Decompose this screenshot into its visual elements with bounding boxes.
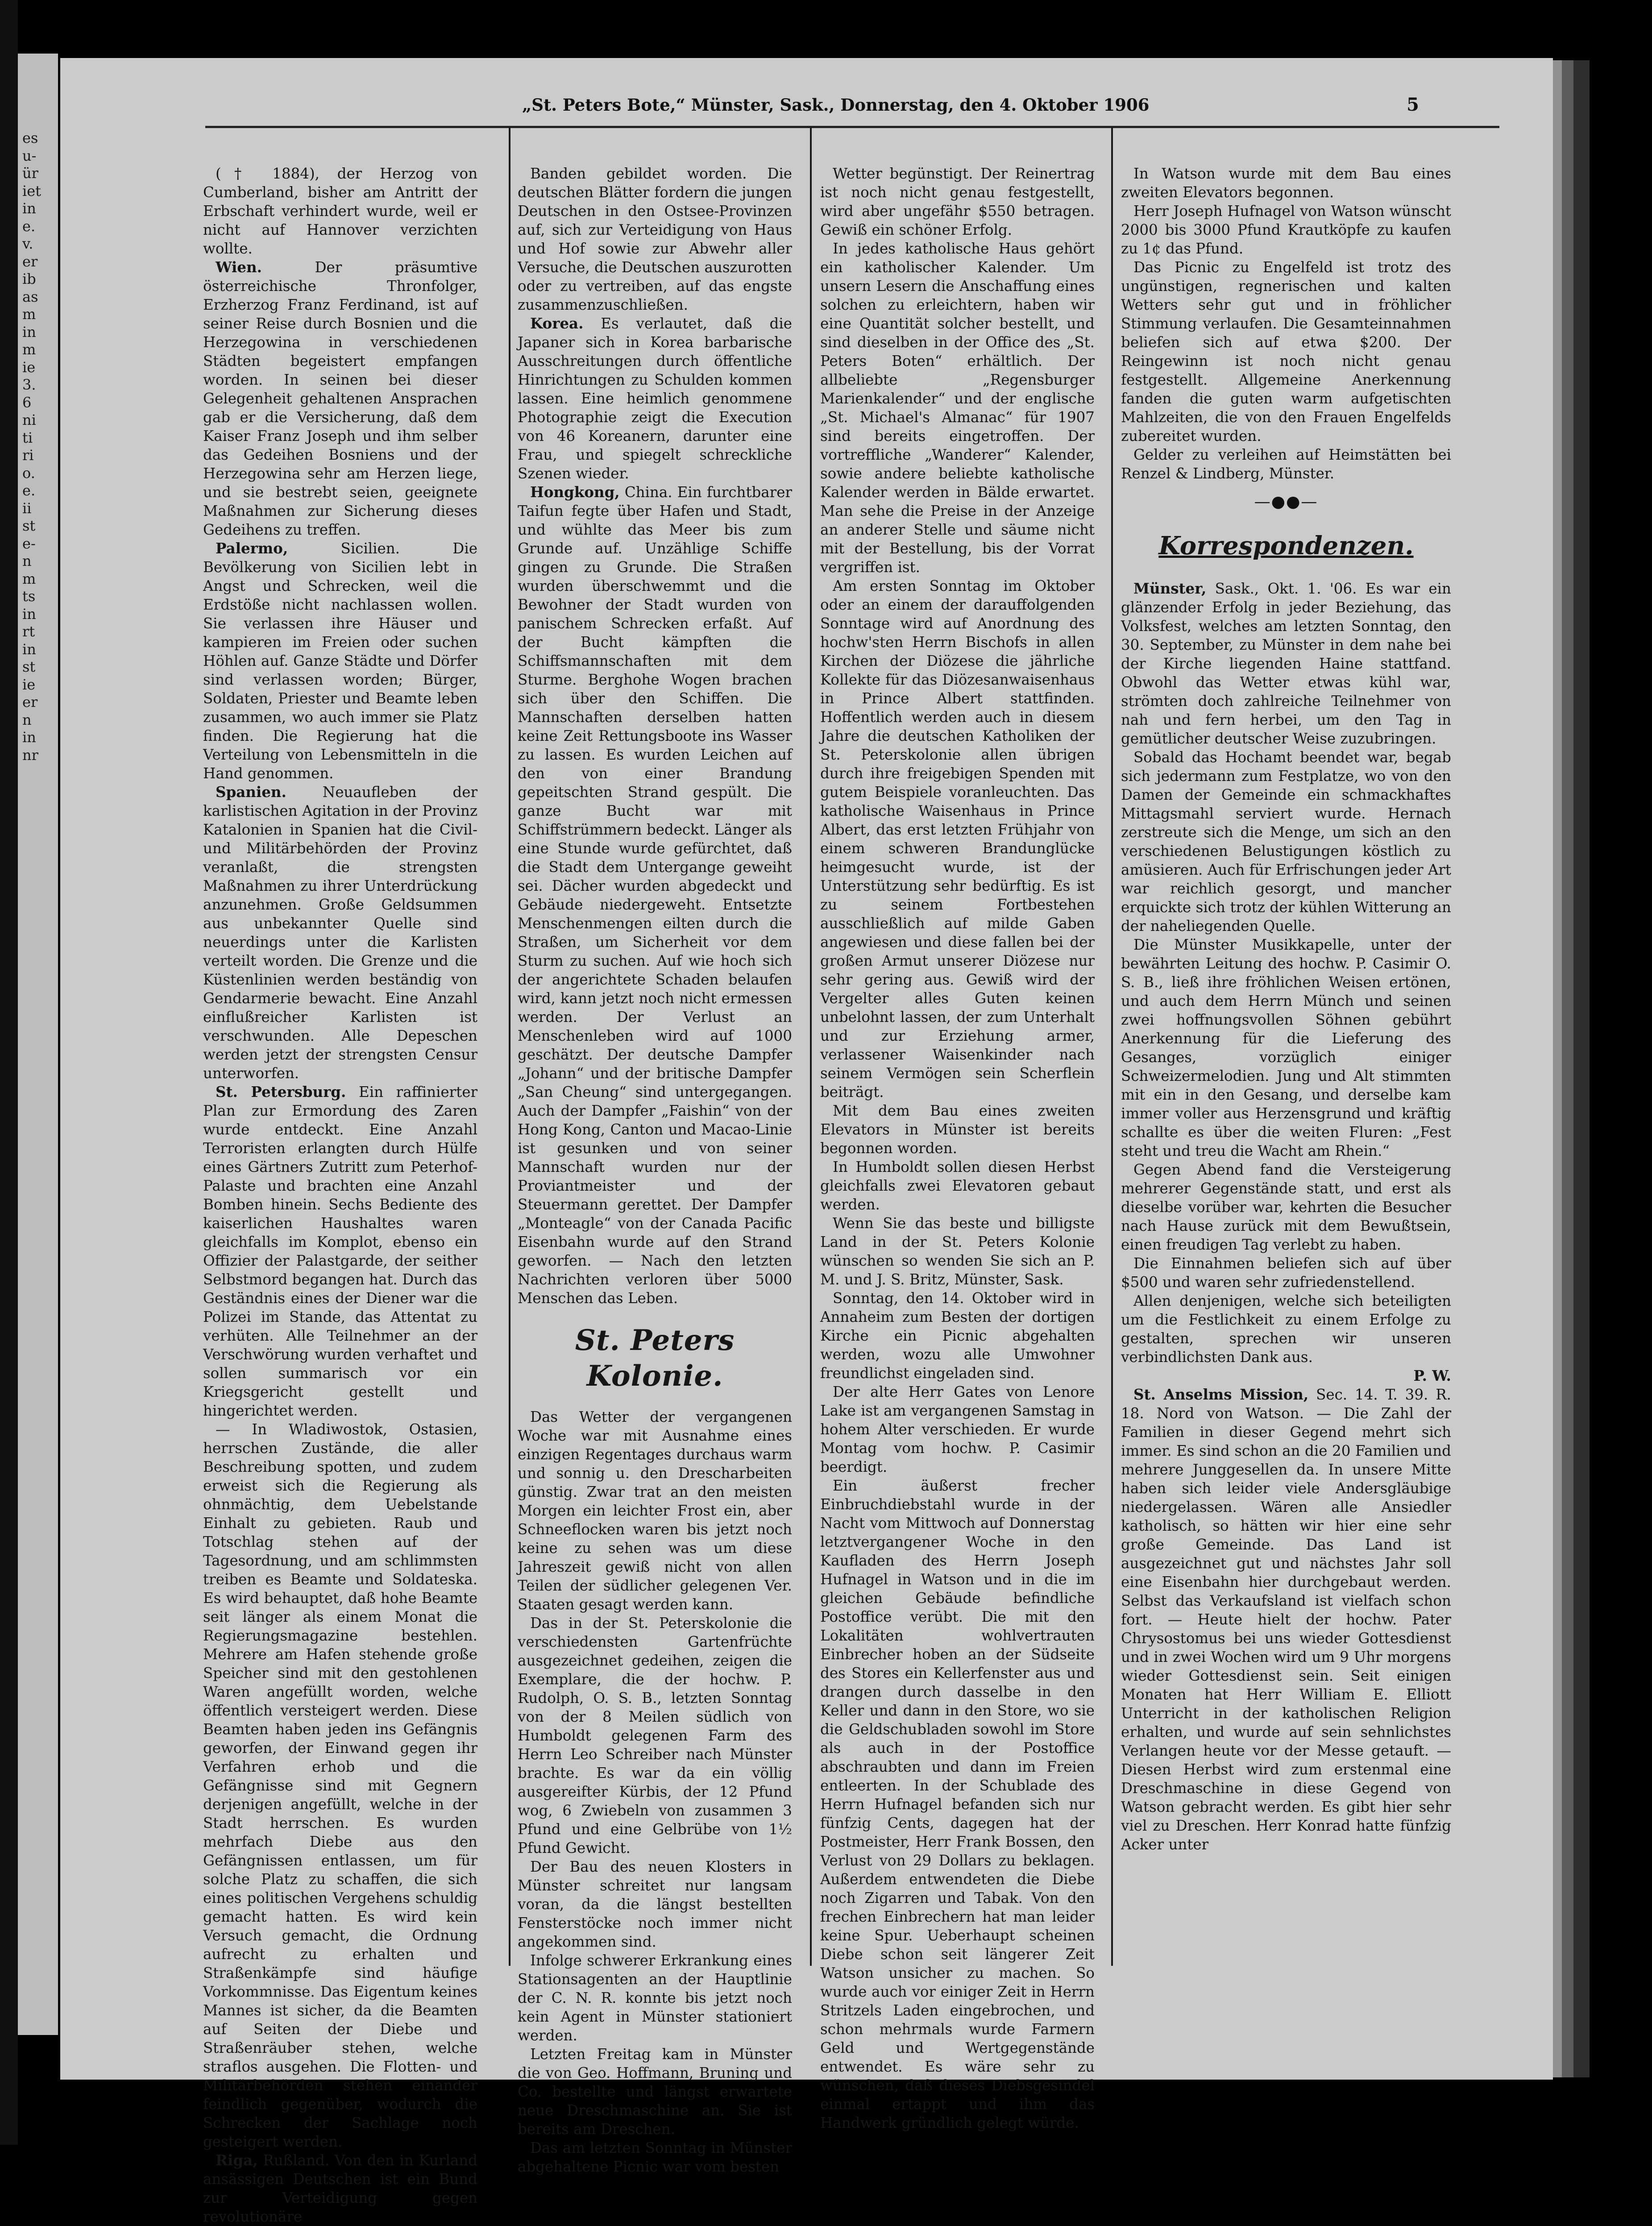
paragraph: [203, 164, 477, 258]
paragraph-text: Das Wetter der vergangenen Woche war mit Ausnahme eines einzigen Regentages durchaus warm und sonnig u. den Drescharbeiten günstig. Zwar trat an den meisten Morgen ein leichter Frost ein, aber Schneeflocken waren bis jetzt noch keine zu sehen was um diese Jahreszeit gewiß nicht von allen Teilen der südlicher gelegenen Ver. Staaten gesagt werden kann.: [518, 1408, 792, 1613]
previous-page-text-fragment: es: [22, 129, 38, 146]
paragraph-text: Der alte Herr Gates von Lenore Lake ist am vergangenen Samstag in hohem Alter verschieden. Er wurde Montag vom hochw. P. Casimir beerdigt.: [820, 1383, 1095, 1475]
previous-page-text-fragment: iet: [22, 182, 42, 199]
paragraph: [1121, 748, 1451, 935]
dateline: St. Anselms Mission,: [1133, 1386, 1309, 1403]
paragraph-text: Ein äußerst frecher Einbruchdiebstahl wurde in der Nacht vom Mittwoch auf Donnerstag letztvergangener Woche in den Kaufladen des Herrn Joseph Hufnagel in Watson und in die im gleichen Gebäude befindliche Postoffice verübt. Die mit den Lokalitäten wohlvertrauten Einbrecher hoben an der Südseite des Stores ein Kellerfenster aus und drangen durch dasselbe in den Keller und dann in den Store, wo sie die Geldschubladen sowohl im Store als auch in der Postoffice abschraubten und dann im Freien entleerten. In der Schublade des Herrn Hufnagel befanden sich nur fünfzig Cents, dagegen hat der Postmeister, Herr Frank Bossen, den Verlust von 29 Dollars zu beklagen. Außerdem entwendeten die Diebe noch Zigarren und Tabak. Von den frechen Einbrechern hat man leider keine Spur. Ueberhaupt scheinen Diebe schon seit längerer Zeit Watson unsicher zu machen. So wurde auch vor einiger Zeit in Herrn Stritzels Laden eingebrochen, und schon mehrmals wurde Farmern Geld und Wertgegenstände entwendet. Es wäre sehr zu wünschen, daß dieses Diebsgesindel einmal ertappt und ihm das Handwerk gründlich gelegt würde.: [820, 1477, 1095, 2131]
previous-page-text-fragment: in: [22, 729, 36, 746]
paragraph: [820, 1101, 1095, 1158]
page-number: 5: [1407, 94, 1419, 115]
paragraph-text: Sicilien. Die Bevölkerung von Sicilien lebt in Angst und Schrecken, weil die Erdstöße nicht nachlassen wollen. Sie verlassen ihre Häuser und kampieren im Freien oder suchen Höhlen auf. Ganze Städte und Dörfer sind verlassen worden; Bürger, Soldaten, Priester und Beamte leben zusammen, wo auch immer sie Platz finden. Die Regierung hat die Verteilung von Lebensmitteln in die Hand genommen.: [203, 540, 477, 782]
column-3: [820, 164, 1095, 2131]
dateline: Wien.: [216, 258, 262, 276]
previous-page-text-fragment: as: [22, 288, 38, 305]
previous-page-text-fragment: m: [22, 341, 36, 358]
paragraph: [518, 1614, 792, 1857]
previous-page-text-fragment: er: [22, 694, 38, 710]
paragraph: [820, 1289, 1095, 1383]
previous-page-text-fragment: st: [22, 658, 36, 675]
paragraph: [820, 239, 1095, 577]
column-2: [518, 164, 792, 2175]
previous-page-text-fragment: in: [22, 605, 36, 623]
book-binding: [0, 0, 18, 2145]
previous-page-text-fragment: m: [22, 570, 36, 587]
previous-page-text-fragment: ie: [22, 358, 36, 376]
previous-page-text-fragment: v.: [22, 235, 33, 252]
previous-page-text-fragment: n: [22, 711, 32, 728]
paragraph: [203, 258, 477, 539]
paragraph-text: Letzten Freitag kam in Münster die von Geo. Hoffmann, Bruning und Co. bestellte und längst erwartete neue Dreschmaschine an. Sie ist bereits am Dreschen.: [518, 2046, 792, 2138]
ornament-divider: —●●—: [1254, 493, 1318, 511]
previous-page-text-fragment: nr: [22, 746, 38, 764]
previous-page-text-fragment: rt: [22, 623, 35, 640]
paragraph-text: Sobald das Hochamt beendet war, begab sich jedermann zum Festplatze, wo von den Damen der Gemeinde ein schmackhaftes Mittagsmahl serviert wurde. Hernach zerstreute sich die Menge, um sich an den verschiedenen Belustigungen köstlich zu amüsieren. Auch für Erfrischungen jeder Art war reichlich gesorgt, und mancher erquickte sich trotz der kühlen Witterung an der naheliegenden Quelle.: [1121, 749, 1451, 934]
dateline: Münster,: [1133, 580, 1207, 597]
paragraph-text: In Humboldt sollen diesen Herbst gleichfalls zwei Elevatoren gebaut werden.: [820, 1159, 1095, 1213]
page-edge: [1553, 60, 1562, 2077]
paragraph: [820, 1383, 1095, 1476]
paragraph-text: Ein raffinierter Plan zur Ermordung des Zaren wurde entdeckt. Eine Anzahl Terroristen erlangten durch Hülfe eines Gärtners Zutritt zum Peterhof-Palaste und brachten eine Anzahl Bomben hinein. Sechs Bediente des kaiserlichen Haushaltes waren gleichfalls im Komplot, ebenso ein Offizier der Palastgarde, der seither Selbstmord begangen hat. Durch das Geständnis eines der Diener war die Polizei im Stande, das Attentat zu verhüten. Alle Teilnehmer an der Verschwörung wurden verhaftet und sollen summarisch vor ein Kriegsgericht gestellt und hingerichtet werden.: [203, 1084, 477, 1419]
paragraph-text: Mit dem Bau eines zweiten Elevators in Münster ist bereits begonnen worden.: [820, 1102, 1095, 1157]
paragraph-text: Infolge schwerer Erkrankung eines Stationsagenten an der Hauptlinie der C. N. R. konnte bis jetzt noch kein Agent in Münster stationiert werden.: [518, 1952, 792, 2044]
paragraph: [1121, 1160, 1451, 1254]
header-rule: [205, 126, 1499, 128]
column-1: [203, 164, 477, 2225]
page-edge: [1573, 60, 1590, 2077]
previous-page-text-fragment: ii: [22, 499, 32, 517]
dateline: Palermo,: [216, 540, 288, 557]
dateline: Riga,: [216, 2151, 258, 2169]
paragraph-text: Der Bau des neuen Klosters in Münster schreitet nur langsam voran, da die längst bestellten Fensterstöcke noch immer nicht angekommen sind.: [518, 1858, 792, 1950]
column-rule: [509, 127, 511, 1966]
paragraph: [203, 1083, 477, 1420]
paragraph-text: Der präsumtive österreichische Thronfolger, Erzherzog Franz Ferdinand, ist auf seiner Reise durch Bosnien und die Herzegowina in verschiedenen Städten begeistert empfangen worden. In seinen bei dieser Gelegenheit gehaltenen Ansprachen gab er die Versicherung, daß dem Kaiser Franz Joseph und ihm selber das Gedeihen Bosniens und der Herzegowina sehr am Herzen liege, und sie bestrebt seien, geeignete Maßnahmen zur Sicherung dieses Gedeihens zu treffen.: [203, 259, 477, 538]
paragraph-text: Das in der St. Peterskolonie die verschiedensten Gartenfrüchte ausgezeichnet gedeihen, zeigen die Exemplare, die der hochw. P. Rudolph, O. S. B., letzten Sonntag von der 8 Meilen südlich von Humboldt gelegenen Farm des Herrn Leo Schreiber nach Münster brachte. Es war da ein völlig ausgereifter Kürbis, der 12 Pfund wog, 6 Zwiebeln von zusammen 3 Pfund und eine Gelbrübe von 1½ Pfund Gewicht.: [518, 1615, 792, 1856]
paragraph: [518, 1408, 792, 1614]
paragraph: [518, 1951, 792, 2045]
paragraph-text: In Watson wurde mit dem Bau eines zweiten Elevators begonnen.: [1121, 165, 1451, 201]
paragraph: [203, 1420, 477, 2151]
previous-page-text-fragment: in: [22, 323, 36, 341]
paragraph-text: Am ersten Sonntag im Oktober oder an einem der darauffolgenden Sonntage wird auf Anordnung des hochw'sten Herrn Bischofs in allen Kirchen der Diözese die jährliche Kollekte für das Diözesanwaisenhaus in Prince Albert stattfinden. Hoffentlich werden auch in diesem Jahre die deutschen Katholiken der St. Peterskolonie allen übrigen durch ihre freigebigen Spenden mit gutem Beispiele voranleuchten. Das katholische Waisenhaus in Prince Albert, das erst letzten Frühjahr von einem schweren Brandunglücke heimgesucht wurde, ist der Unterstützung sehr bedürftig. Es ist zu seinem Fortbestehen ausschließlich auf milde Gaben angewiesen und diese fallen bei der großen Armut unserer Diözese nur sehr gering aus. Gewiß wird der Vergelter alles Guten keinen unbelohnt lassen, der zum Unterhalt und zur Erziehung armer, verlassener Waisenkinder nach seinem Vermögen sein Scherflein beiträgt.: [820, 577, 1095, 1101]
paragraph: [820, 1158, 1095, 1214]
page-edge: [1562, 60, 1573, 2077]
section-heading-st-peters-kolonie: St. Peters Kolonie.: [575, 1324, 735, 1393]
paragraph: [820, 577, 1095, 1101]
previous-page-text-fragment: ür: [22, 165, 38, 182]
previous-page-text-fragment: st: [22, 517, 36, 534]
paragraph-text: Rußland. Von den in Kurland ansässigen Deutschen ist ein Bund zur Verteidigung gegen revolutionäre: [203, 2152, 477, 2225]
previous-page-text-fragment: o.: [22, 464, 35, 482]
paragraph-text: Sec. 14. T. 39. R. 18. Nord von Watson. — Die Zahl der Familien in dieser Gegend mehrt sich immer. Es sind schon an die 20 Familien und mehrere Junggesellen da. In unsere Mitte haben sich leider viele Andersgläubige niedergelassen. Wären alle Ansiedler katholisch, so hätten wir hier eine sehr große Gemeinde. Das Land ist ausgezeichnet gut und nächstes Jahr soll eine Eisenbahn hier durchgebaut werden. Selbst das Verkaufsland ist vielfach schon fort. — Heute hielt der hochw. Pater Chrysostomus bei uns wieder Gottesdienst und in zwei Wochen wird um 9 Uhr morgens wieder Gottesdienst sein. Seit einigen Monaten hat Herr William E. Elliott Unterricht in der katholischen Religion erhalten, und wurde auf sein sehnlichstes Verlangen heute vor der Messe getauft. — Diesen Herbst wird zum erstenmal eine Dreschmaschine in diese Gegend von Watson gebracht werden. Es gibt hier sehr viel zu Dreschen. Herr Konrad hatte fünfzig Acker unter: [1121, 1386, 1451, 1853]
paragraph: [1121, 164, 1451, 202]
paragraph-text: Das Picnic zu Engelfeld ist trotz des ungünstigen, regnerischen und kalten Wetters sehr gut und in fröhlicher Stimmung verlaufen. Die Gesamteinnahmen beliefen sich auf etwa $200. Der Reingewinn ist noch nicht genau festgestellt. Allgemeine Anerkennung fanden die guten warm aufgetischten Mahlzeiten, die von den Frauen Engelfelds zubereitet wurden.: [1121, 259, 1451, 444]
paragraph: [518, 1857, 792, 1951]
dateline: St. Petersburg.: [216, 1083, 346, 1101]
dateline: Korea.: [530, 315, 584, 332]
paragraph-text: Gelder zu verleihen auf Heimstätten bei Renzel & Lindberg, Münster.: [1121, 446, 1451, 482]
paragraph: [203, 539, 477, 783]
paragraph: [820, 1214, 1095, 1289]
previous-page-text-fragment: ts: [22, 588, 36, 605]
paragraph: [1121, 935, 1451, 1160]
dateline: Spanien.: [216, 783, 286, 801]
paragraph: [203, 2151, 477, 2226]
paragraph-text: Sask., Okt. 1. '06. Es war ein glänzender Erfolg in jeder Beziehung, das Volksfest, welches am letzten Sonntag, den 30. September, zu Münster in dem nahe bei der Kirche liegenden Haine stattfand. Obwohl das Wetter etwas kühl war, strömten doch zahlreiche Teilnehmer von nah und fern herbei, um den Tag in gemütlicher deutscher Weise zuzubringen.: [1121, 580, 1451, 747]
paragraph-text: China. Ein furchtbarer Taifun fegte über Hafen und Stadt, und wühlte das Meer bis zum Grunde auf. Unzählige Schiffe gingen zu Grunde. Die Straßen wurden überschwemmt und die Bewohner der Stadt wurden von panischem Schrecken erfaßt. Auf der Bucht kämpften die Schiffsmannschaften mit dem Sturme. Berghohe Wogen brachen sich über den Schiffen. Die Mannschaften derselben hatten keine Zeit Rettungsboote ins Wasser zu lassen. Es wurden Leichen auf den von einer Brandung gepeitschten Strand gespült. Die ganze Bucht war mit Schiffstrümmern bedeckt. Länger als eine Stunde wurde gefürchtet, daß die Stadt dem Untergange geweiht sei. Dächer wurden abgedeckt und Gebäude niedergeweht. Entsetzte Menschenmengen eilten durch die Straßen, um Sicherheit vor dem Sturm zu suchen. Auf wie hoch sich der angerichtete Schaden belaufen wird, kann jetzt noch nicht ermessen werden. Der Verlust an Menschenleben wird auf 1000 geschätzt. Der deutsche Dampfer „Johann“ und der britische Dampfer „San Cheung“ sind untergegangen. Auch der Dampfer „Faishin“ von der Hong Kong, Canton und Macao-Linie ist gesunken und von seiner Mannschaft wurden nur der Proviantmeister und der Steuermann gerettet. Der Dampfer „Monteagle“ von der Canada Pacific Eisenbahn wurde auf den Strand geworfen. — Nach den letzten Nachrichten verloren über 5000 Menschen das Leben.: [518, 484, 792, 1307]
paragraph: [518, 483, 792, 1308]
paragraph: [1121, 1385, 1451, 1854]
paragraph: [1121, 1366, 1451, 1385]
previous-page-text-fragment: e-: [22, 535, 36, 552]
previous-page-text-fragment: ti: [22, 429, 33, 446]
paragraph-text: Die Münster Musikkapelle, unter der bewährten Leitung des hochw. P. Casimir O. S. B., ließ ihre fröhlichen Weisen ertönen, und auch dem Herrn Münch und seinen zwei hoffnungsvollen Söhnen gebührt Anerkennung für die Lieferung des Gesanges, vorzüglich einiger Schweizermelodien. Jung und Alt stimmten mit ein in den Gesang, und derselbe kam immer voller aus Herzensgrund und kräftig schallte es über die weiten Fluren: „Fest steht und treu die Wacht am Rhein.“: [1121, 936, 1451, 1159]
paragraph: [518, 2045, 792, 2139]
paragraph: [1121, 202, 1451, 258]
previous-page-text-fragment: e.: [22, 482, 36, 499]
paragraph: [203, 783, 477, 1083]
previous-page-text-fragment: u-: [22, 147, 37, 164]
previous-page-text-fragment: er: [22, 253, 38, 270]
column-rule: [1111, 127, 1113, 1966]
paragraph: [1121, 258, 1451, 445]
previous-page-text-fragment: ib: [22, 270, 36, 287]
previous-page-text-fragment: n: [22, 552, 32, 569]
paragraph-text: — In Wladiwostok, Ostasien, herrschen Zustände, die aller Beschreibung spotten, und zudem erweist sich die Regierung als ohnmächtig, dem Uebelstande Einhalt zu gebieten. Raub und Totschlag stehen auf der Tagesordnung, und am schlimmsten treiben es Beamte und Soldateska. Es wird behauptet, daß hohe Beamte seit länger als einem Monat die Regierungsmagazine bestehlen. Mehrere am Hafen stehende große Speicher sind mit den gestohlenen Waren angefüllt worden, welche öffentlich versteigert werden. Diese Beamten haben jeden ins Gefängnis geworfen, der Einwand gegen ihr Verfahren erhob und die Gefängnisse sind mit Gegnern derjenigen angefüllt, welche in der Stadt herrschen. Es wurden mehrfach Diebe aus den Gefängnissen entlassen, um für solche Platz zu schaffen, die sich eines politischen Vergehens schuldig gemacht hatten. Es wird kein Versuch gemacht, die Ordnung aufrecht zu erhalten und Straßenkämpfe sind häufige Vorkommnisse. Das Eigentum keines Mannes ist sicher, da die Beamten auf Seiten der Diebe und Straßenräuber stehen, welche straflos ausgehen. Die Flotten- und Militärbehörden stehen einander feindlich gegenüber, wodurch die Schrecken der Sachlage noch gesteigert werden.: [203, 1421, 477, 2150]
previous-page-text-fragment: 3.: [22, 376, 36, 393]
paragraph-text: († 1884), der Herzog von Cumberland, bisher am Antritt der Erbschaft verhindert wurde, weil er nicht auf Hannover verzichten wollte.: [203, 165, 477, 257]
previous-page-text-fragment: ie: [22, 676, 36, 693]
paragraph-text: Die Einnahmen beliefen sich auf über $500 und waren sehr zufriedenstellend.: [1121, 1255, 1451, 1291]
previous-page-text-fragment: m: [22, 306, 36, 323]
paragraph-text: Das am letzten Sonntag in Münster abgehaltene Picnic war vom besten: [518, 2139, 792, 2175]
paragraph-text: Sonntag, den 14. Oktober wird in Annaheim zum Besten der dortigen Kirche ein Picnic abgehalten werden, wozu alle Umwohner freundlichst eingeladen sind.: [820, 1290, 1095, 1382]
paragraph: [1121, 1254, 1451, 1292]
column-rule: [810, 127, 812, 1966]
paragraph: [518, 164, 792, 314]
previous-page-text-fragment: e.: [22, 217, 36, 235]
paragraph-text: Wetter begünstigt. Der Reinertrag ist noch nicht genau festgestellt, wird aber ungefähr $550 betragen. Gewiß ein schöner Erfolg.: [820, 165, 1095, 238]
paragraph-text: P. W.: [1413, 1367, 1451, 1384]
paragraph: [518, 2139, 792, 2176]
paragraph-text: Neuaufleben der karlistischen Agitation in der Provinz Katalonien in Spanien hat die Civil- und Militärbehörden der Provinz veranlaßt, die strengsten Maßnahmen zu ihrer Unterdrückung anzunehmen. Große Geldsummen aus unbekannter Quelle sind neuerdings unter die Karlisten verteilt worden. Die Grenze und die Küstenlinien werden beständig von Gendarmerie bewacht. Eine Anzahl einflußreicher Karlisten ist verschwunden. Alle Depeschen werden jetzt der strengsten Censur unterworfen.: [203, 784, 477, 1082]
paragraph: [820, 1476, 1095, 2132]
dateline: Hongkong,: [530, 483, 620, 501]
paragraph-text: Es verlautet, daß die Japaner sich in Korea barbarische Ausschreitungen durch öffentliche Hinrichtungen zu Schulden kommen lassen. Eine heimlich genommene Photographie zeigt die Execution von 46 Koreanern, darunter eine Frau, und spiegelt schreckliche Szenen wieder.: [518, 315, 792, 482]
paragraph-text: Wenn Sie das beste und billigste Land in der St. Peters Kolonie wünschen so wenden Sie sich an P. M. und J. S. Britz, Münster, Sask.: [820, 1215, 1095, 1288]
paragraph-text: In jedes katholische Haus gehört ein katholischer Kalender. Um unsern Lesern die Anschaffung eines solchen zu erleichtern, haben wir eine Quantität solcher bestellt, und sind dieselben in der Office des „St. Peters Boten“ erhältlich. Der allbeliebte „Regensburger Marienkalender“ und der englische „St. Michael's Almanac“ für 1907 sind bereits eingetroffen. Der vortreffliche „Wanderer“ Kalender, sowie andere beliebte katholische Kalender werden in Bälde erwartet. Man sehe die Preise in der Anzeige an anderer Stelle und säume nicht mit der Bestellung, bis der Vorrat vergriffen ist.: [820, 240, 1095, 576]
previous-page-text-fragment: in: [22, 200, 36, 217]
previous-page-text-fragment: in: [22, 640, 36, 658]
paragraph: [820, 164, 1095, 239]
paragraph-text: Gegen Abend fand die Versteigerung mehrerer Gegenstände statt, und erst als dieselbe vorüber war, kehrten die Besucher nach Hause zurück mit dem Bewußtsein, einen freudigen Tag verlebt zu haben.: [1121, 1161, 1451, 1253]
paragraph: [1121, 1292, 1451, 1366]
paragraph: [518, 314, 792, 483]
paragraph-text: Allen denjenigen, welche sich beteiligten um die Festlichkeit zu einem Erfolge zu gestalten, sprechen wir unseren verbindlichsten Dank aus.: [1121, 1292, 1451, 1366]
masthead: „St. Peters Bote,“ Münster, Sask., Donnerstag, den 4. Oktober 1906: [522, 95, 1150, 115]
column-4: [1121, 164, 1451, 1972]
previous-page-edge: [18, 54, 58, 2035]
previous-page-text-fragment: ni: [22, 411, 36, 428]
paragraph: [1121, 445, 1451, 483]
paragraph-text: Banden gebildet worden. Die deutschen Blätter fordern die jungen Deutschen in den Ostsee-Provinzen auf, sich zur Verteidigung von Haus und Hof sowie zur Abwehr aller Versuche, die Deutschen auszurotten oder zu vertreiben, auf das engste zusammenzuschließen.: [518, 165, 792, 313]
paragraph: [1121, 579, 1451, 748]
previous-page-text-fragment: 6: [22, 394, 32, 411]
paragraph-text: Herr Joseph Hufnagel von Watson wünscht 2000 bis 3000 Pfund Krautköpfe zu kaufen zu 1¢ das Pfund.: [1121, 203, 1451, 257]
previous-page-text-fragment: ri: [22, 447, 34, 464]
section-heading-korrespondenzen: Korrespondenzen.: [1158, 531, 1414, 561]
